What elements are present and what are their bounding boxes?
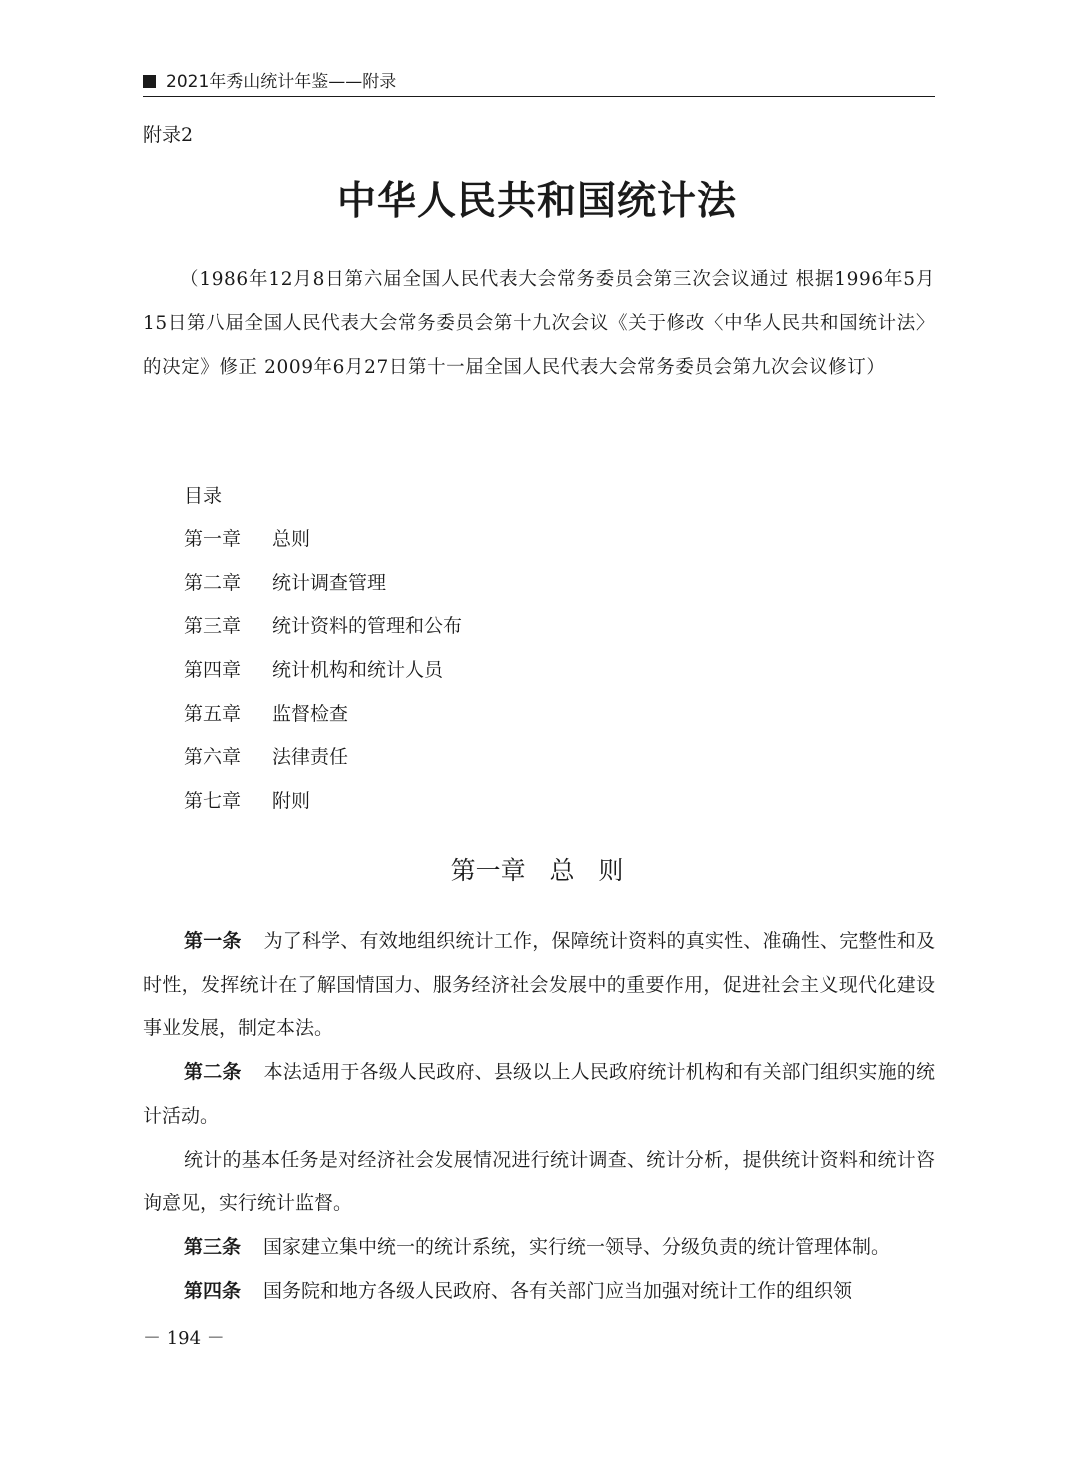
- toc-chapter-title: 统计机构和统计人员: [272, 659, 444, 682]
- running-title: 2021年秀山统计年鉴——附录: [166, 72, 397, 92]
- article-text: 为了科学、有效地组织统计工作，保障统计资料的真实性、准确性、完整性和及时性，发挥统计在了解国情国力、服务经济社会发展中的重要作用，促进社会主义现代化建设事业发展，制定本法。: [143, 930, 935, 1040]
- article-number: 第三条: [184, 1235, 242, 1258]
- toc-chapter-title: 附则: [272, 790, 311, 813]
- toc-item: [184, 696, 462, 740]
- toc-chapter-title: 总则: [272, 528, 311, 550]
- article-paragraph: [143, 920, 935, 1051]
- page-title: 中华人民共和国统计法: [336, 179, 737, 224]
- article-paragraph: [143, 1139, 935, 1226]
- toc-chapter-title: 法律责任: [272, 746, 349, 769]
- article-text: 本法适用于各级人民政府、县级以上人民政府统计机构和有关部门组织实施的统计活动。: [143, 1061, 935, 1127]
- chapter-body: [143, 920, 935, 1313]
- article-number: 第二条: [184, 1061, 242, 1084]
- toc-item: [184, 608, 462, 652]
- toc-chapter-number: 第一章: [184, 528, 242, 550]
- article-paragraph: [143, 1270, 935, 1314]
- running-header: [143, 70, 935, 97]
- article-paragraph: [143, 1226, 935, 1270]
- toc-heading: 目录: [184, 485, 223, 507]
- toc-chapter-title: 统计调查管理: [272, 571, 387, 594]
- toc-item: [184, 739, 462, 783]
- toc-item: [184, 565, 462, 609]
- toc-chapter-title: 监督检查: [272, 702, 349, 725]
- article-text: 统计的基本任务是对经济社会发展情况进行统计调查、统计分析，提供统计资料和统计咨询意见，实行统计监督。: [143, 1148, 935, 1215]
- chapter-heading: 第一章 总 则: [450, 856, 624, 885]
- article-number: 第四条: [184, 1279, 242, 1302]
- toc-chapter-number: 第五章: [184, 702, 242, 725]
- article-paragraph: [143, 1051, 935, 1138]
- legislative-history: （1986年12月8日第六届全国人民代表大会常务委员会第三次会议通过 根据1996年5月15日第八届全国人民代表大会常务委员会第十九次会议《关于修改〈中华人民共和国统计法〉的决定》修正 2009年6月27日第十一届全国人民代表大会常务委员会第九次会议修订）: [143, 269, 935, 378]
- toc-chapter-number: 第三章: [184, 615, 242, 638]
- toc-chapter-title: 统计资料的管理和公布: [272, 615, 463, 638]
- toc-item: [184, 652, 462, 696]
- article-number: 第一条: [184, 930, 242, 952]
- article-text: 国家建立集中统一的统计系统，实行统一领导、分级负责的统计管理体制。: [263, 1235, 891, 1258]
- toc-chapter-number: 第六章: [184, 746, 242, 769]
- appendix-label: 附录2: [143, 124, 194, 146]
- toc-item: [184, 783, 462, 827]
- toc-item: [184, 521, 462, 565]
- toc-chapter-number: 第七章: [184, 790, 242, 813]
- header-square-icon: [143, 75, 156, 88]
- table-of-contents: [184, 478, 462, 827]
- page-number: － 194 －: [143, 1328, 225, 1349]
- toc-chapter-number: 第二章: [184, 571, 242, 594]
- toc-chapter-number: 第四章: [184, 659, 242, 682]
- article-text: 国务院和地方各级人民政府、各有关部门应当加强对统计工作的组织领: [263, 1279, 853, 1302]
